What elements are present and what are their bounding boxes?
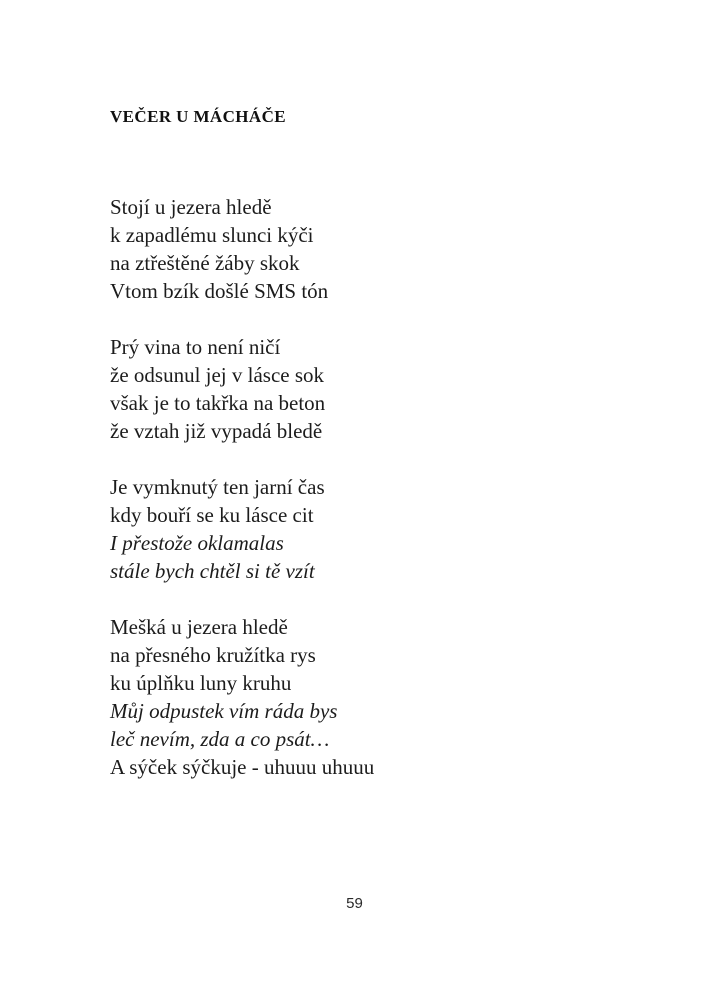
poem-line: Stojí u jezera hledě	[110, 195, 272, 219]
poem-line: stále bych chtěl si tě vzít	[110, 559, 315, 583]
poem-line: Prý vina to není ničí	[110, 335, 281, 359]
stanza-4	[110, 613, 649, 781]
poem-line: kdy bouří se ku lásce cit	[110, 503, 314, 527]
poem-line: Vtom bzík došlé SMS tón	[110, 279, 329, 303]
page-number: 59	[346, 895, 363, 912]
poem-line: ku úplňku luny kruhu	[110, 671, 292, 695]
poem-line: že odsunul jej v lásce sok	[110, 363, 325, 387]
poem-line: I přestože oklamalas	[110, 531, 284, 555]
poem-line: Můj odpustek vím ráda bys	[110, 699, 338, 723]
stanza-3	[110, 473, 649, 585]
poem-line: Mešká u jezera hledě	[110, 615, 288, 639]
poem-line: však je to takřka na beton	[110, 391, 326, 415]
poem-line: A sýček sýčkuje - uhuuu uhuuu	[110, 755, 375, 779]
poem-line: že vztah již vypadá bledě	[110, 419, 323, 443]
stanza-2	[110, 333, 649, 445]
poem-line: Je vymknutý ten jarní čas	[110, 475, 325, 499]
page-content	[110, 107, 649, 781]
stanza-1	[110, 193, 649, 305]
poem-line: na ztřeštěné žáby skok	[110, 251, 300, 275]
poem-line: leč nevím, zda a co psát…	[110, 727, 330, 751]
poem-line: k zapadlému slunci kýči	[110, 223, 314, 247]
poem-title: VEČER U MÁCHÁČE	[110, 107, 286, 126]
poem-line: na přesného kružítka rys	[110, 643, 316, 667]
